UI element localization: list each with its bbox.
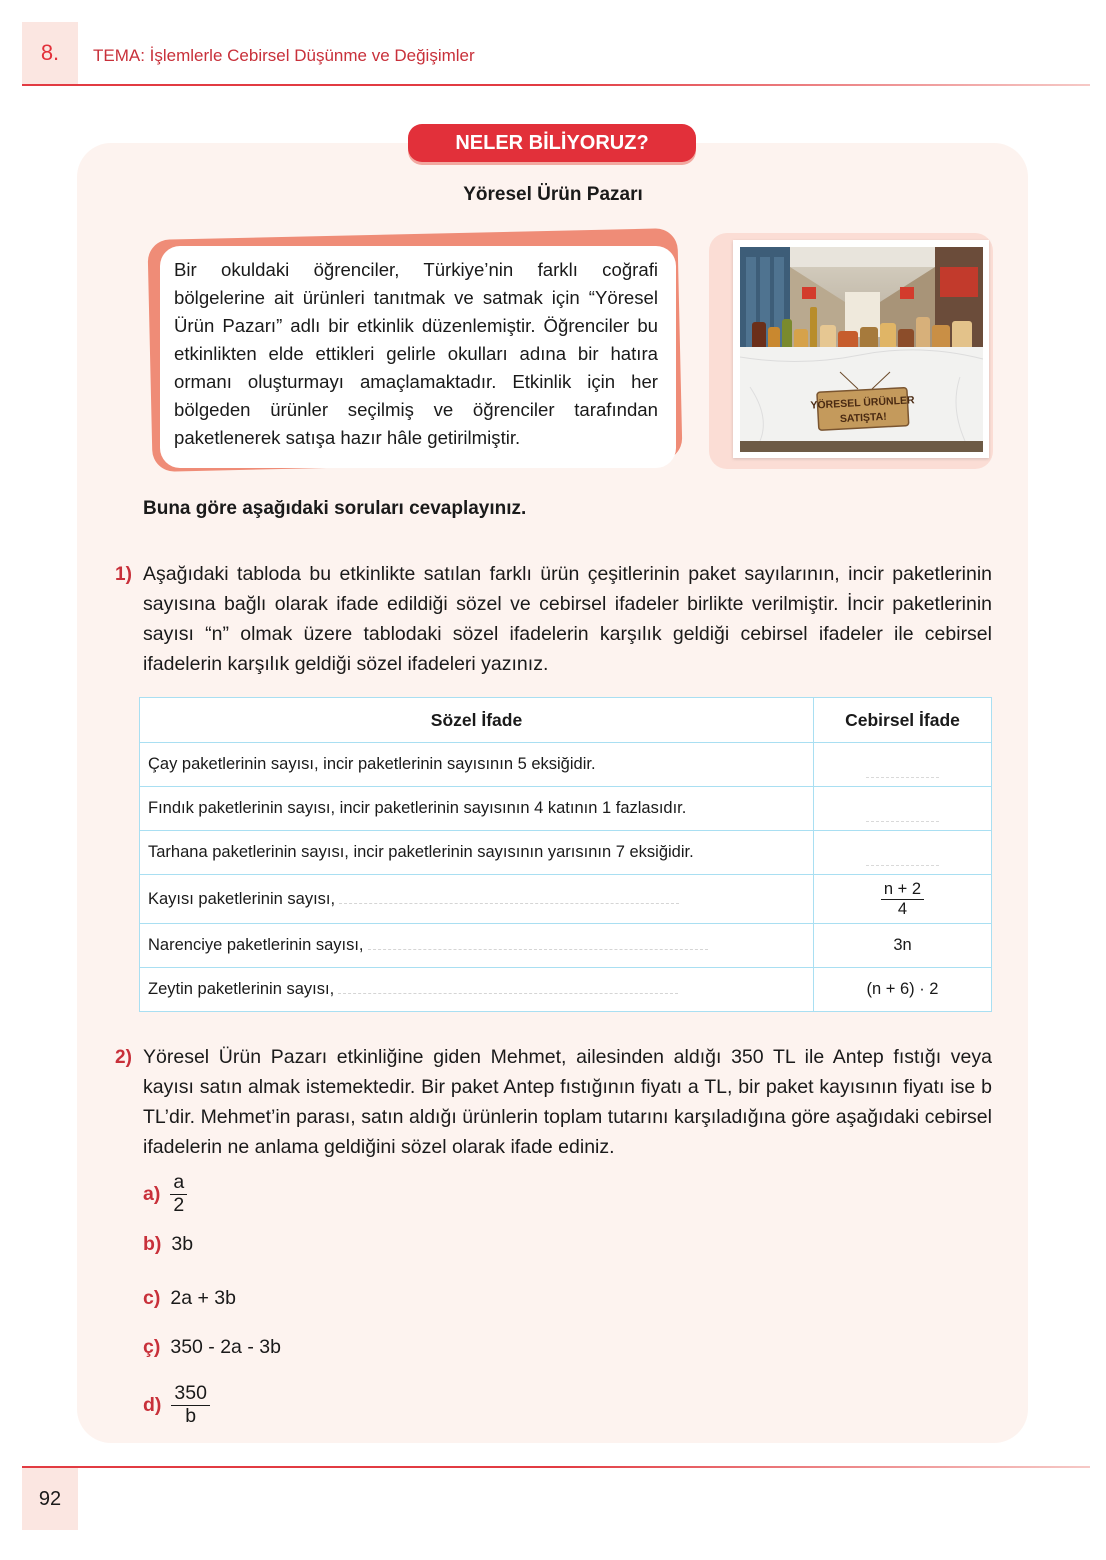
chapter-number-box [22, 22, 78, 84]
chapter-number: 8. [40, 40, 60, 65]
theme-title: TEMA: İşlemlerle Cebirsel Düşünme ve Değişimler [93, 46, 475, 65]
verbal-prompt: Kayısı paketlerinin sayısı, [148, 889, 336, 908]
question-2-text: Yöresel Ürün Pazarı etkinliğine giden Mehmet, ailesinden aldığı 350 TL ile Antep fıstığı veya kayısı satın almak istemektedir. Bir paket Antep fıstığının fiyatı a TL, bir paket kayısının fiyatı ise b TL’dir. Mehmet’in parası, satın aldığı ürünlerin toplam tutarını karşıladığına göre aşağıdaki cebirsel ifadelerin ne anlama geldiğini sözel olarak ifade ediniz. [143, 1046, 992, 1158]
sub-question-label: a) [143, 1182, 161, 1205]
fraction-numerator: a [170, 1172, 187, 1195]
sub-question-label: b) [143, 1233, 162, 1255]
market-photo [733, 240, 989, 458]
footer-divider [22, 1466, 1090, 1468]
fraction-denominator: 2 [173, 1194, 185, 1217]
sub-question-label: ç) [143, 1336, 161, 1358]
verbal-prompt: Narenciye paketlerinin sayısı, [148, 936, 364, 954]
verbal-prompt: Zeytin paketlerinin sayısı, [148, 980, 335, 998]
fraction-numerator: n + 2 [881, 880, 924, 900]
verbal-answer-cell[interactable] [140, 924, 814, 968]
verbal-answer-cell[interactable] [140, 875, 814, 924]
header-verbal: Sözel İfade [140, 698, 814, 743]
fraction [881, 880, 924, 918]
table-row [140, 743, 992, 787]
page-number-box [22, 1468, 78, 1530]
verbal-answer-cell[interactable] [140, 968, 814, 1012]
algebraic-cell: (n + 6) · 2 [814, 968, 992, 1012]
table-row [140, 787, 992, 831]
fraction-denominator: b [185, 1405, 197, 1428]
question-2-number: 2) [115, 1047, 132, 1068]
sub-question-d [143, 1383, 210, 1428]
question-1-text: Aşağıdaki tabloda bu etkinlikte satılan farklı ürün çeşitlerinin paket sayılarının, incir paketlerinin sayısına bağlı olarak ifade edildiği sözel ve cebirsel ifadeler birlikte verilmiştir. İncir paketlerinin sayısı “n” olmak üzere tablodaki sözel ifadelerin karşılık geldiği cebirsel ifadeler ile cebirsel ifadelerin karşılık geldiği sözel ifadeleri yazınız. [143, 563, 992, 675]
section-badge: NELER BİLİYORUZ? [408, 124, 696, 162]
instruction-text: Buna göre aşağıdaki soruları cevaplayınız. [143, 498, 527, 519]
sub-question-c-cedilla [143, 1336, 281, 1359]
fraction [170, 1172, 187, 1217]
sub-question-expression: 350 - 2a - 3b [170, 1336, 281, 1358]
table-row [140, 875, 992, 924]
algebraic-cell: 3n [814, 924, 992, 968]
sub-question-expression: 2a + 3b [170, 1287, 236, 1309]
verbal-cell: Fındık paketlerinin sayısı, incir paketlerinin sayısının 4 katının 1 fazlasıdır. [140, 787, 814, 831]
table-row [140, 968, 992, 1012]
algebraic-answer-blank[interactable] [814, 743, 992, 787]
sign-text-line1: YÖRESEL ÜRÜNLER [810, 394, 915, 412]
page-number: 92 [38, 1487, 62, 1510]
section-title: Yöresel Ürün Pazarı [463, 184, 643, 205]
market-photo-illustration [740, 247, 983, 452]
fraction-denominator: 4 [897, 900, 908, 918]
sign-text-line2: SATIŞTA! [839, 410, 888, 426]
verbal-cell: Çay paketlerinin sayısı, incir paketlerinin sayısının 5 eksiğidir. [140, 743, 814, 787]
table-row [140, 924, 992, 968]
sub-question-a [143, 1172, 187, 1217]
sub-question-expression: 3b [171, 1233, 194, 1255]
sub-question-label: c) [143, 1287, 161, 1309]
sub-question-b [143, 1233, 193, 1256]
sub-question-label: d) [143, 1393, 162, 1416]
fraction [171, 1383, 210, 1428]
intro-text: Bir okuldaki öğrenciler, Türkiye’nin farklı coğrafi bölgelerine ait ürünleri tanıtmak ve satmak için “Yöresel Ürün Pazarı” adlı bir etkinlik düzenlemiştir. Öğrenciler bu etkinlikten elde ettikleri gelirle okulları adına bir hatıra ormanı oluşturmayı amaçlamaktadır. Etkinlik için her bölgeden ürünler seçilmiş ve öğrenciler tarafından paketlenerek satışa hazır hâle getirilmiştir. [174, 259, 658, 448]
sale-sign [810, 387, 916, 430]
expressions-table [139, 697, 992, 1012]
verbal-cell: Tarhana paketlerinin sayısı, incir paketlerinin sayısının yarısının 7 eksiğidir. [140, 831, 814, 875]
algebraic-cell [814, 875, 992, 924]
header-divider [22, 84, 1090, 86]
question-1-number: 1) [115, 564, 132, 585]
fraction-numerator: 350 [171, 1383, 210, 1406]
table-header-row [140, 698, 992, 743]
sub-question-c [143, 1287, 236, 1310]
header-algebraic: Cebirsel İfade [814, 698, 992, 743]
algebraic-answer-blank[interactable] [814, 787, 992, 831]
algebraic-answer-blank[interactable] [814, 831, 992, 875]
table-row [140, 831, 992, 875]
